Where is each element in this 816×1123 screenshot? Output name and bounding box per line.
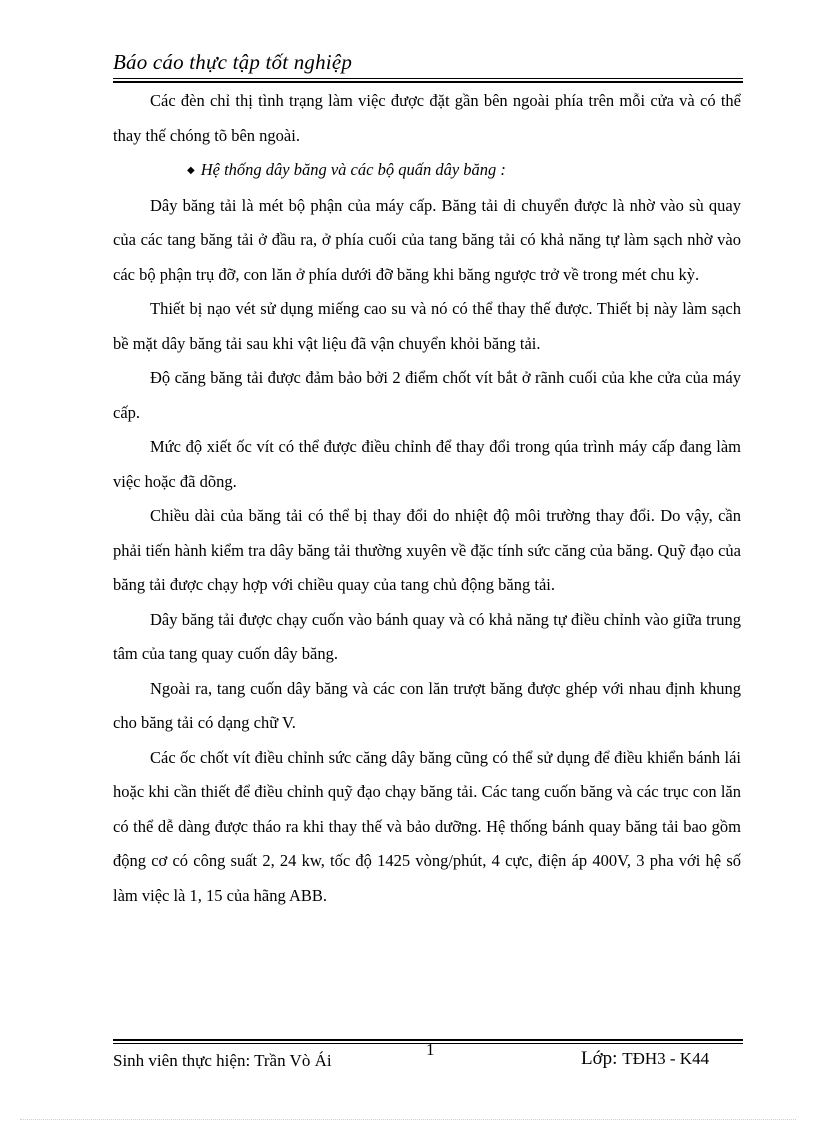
paragraph-belt-tension: Độ căng băng tải được đảm bảo bởi 2 điểm chốt vít bắt ở rãnh cuối của khe cửa của máy cấp. bbox=[113, 368, 741, 422]
paragraph-rollers: Ngoài ra, tang cuốn dây băng và các con lăn trượt băng được ghép với nhau định khung cho băng tải có dạng chữ V. bbox=[113, 678, 741, 732]
header-rule-top bbox=[113, 78, 743, 79]
page-number: 1 bbox=[426, 1040, 435, 1059]
paragraph-screw-tightening: Mức độ xiết ốc vít có thể được điều chỉnh để thay đổi trong qúa trình máy cấp đang làm việc hoặc đã dõng. bbox=[113, 437, 741, 491]
paragraph-adjustment: Các ốc chốt vít điều chỉnh sức căng dây băng cũng có thể sử dụng để điều khiển bánh lái hoặc khi cần thiết để điều chỉnh quỹ đạo chạy băng tải. Các tang cuốn băng và các trục con lăn có thể dễ dàng được tháo ra khi thay thế và bảo dưỡng. Hệ thống bánh quay băng tải bao gồm động cơ có công suất 2, 24 kw, tốc độ 1425 vòng/phút, 4 cực, điện áp 400V, 3 pha với hệ số làm việc là 1, 15 của hãng ABB. bbox=[113, 747, 741, 905]
diamond-bullet-icon: ◆ bbox=[187, 165, 195, 176]
footer-class-value: TĐH3 - K44 bbox=[622, 1049, 710, 1068]
section-heading-text: Hệ thống dây băng và các bộ quấn dây băng : bbox=[200, 160, 506, 179]
paragraph-indicator-lights: Các đèn chỉ thị tình trạng làm việc được đặt gần bên ngoài phía trên mỗi cửa và có thể thay thế chóng tõ bên ngoài. bbox=[113, 91, 741, 145]
footer-class bbox=[581, 1048, 709, 1070]
paragraph-scraper: Thiết bị nạo vét sử dụng miếng cao su và nó có thể thay thế được. Thiết bị này làm sạch bề mặt dây băng tải sau khi vật liệu đã vận chuyển khỏi băng tải. bbox=[113, 299, 741, 353]
page-bottom-dotted-line bbox=[20, 1119, 796, 1120]
document-body bbox=[113, 84, 741, 913]
header-rule-bottom bbox=[113, 81, 743, 83]
paragraph-belt-length: Chiều dài của băng tải có thể bị thay đổi do nhiệt độ môi trường thay đổi. Do vậy, cần phải tiến hành kiểm tra dây băng tải thường xuyên về đặc tính sức căng của băng. Quỹ đạo của băng tải được chạy hợp với chiều quay của tang chủ động băng tải. bbox=[113, 506, 741, 594]
footer-student: Sinh viên thực hiện: Trần Vò Ái bbox=[113, 1051, 332, 1070]
header-title: Báo cáo thực tập tốt nghiệp bbox=[113, 50, 353, 74]
section-heading bbox=[113, 153, 741, 189]
paragraph-belt-winding: Dây băng tải được chạy cuốn vào bánh quay và có khả năng tự điều chỉnh vào giữa trung tâm của tang quay cuốn dây băng. bbox=[113, 609, 741, 663]
paragraph-conveyor-belt: Dây băng tải là mét bộ phận của máy cấp. Băng tải di chuyển được là nhờ vào sù quay của các tang băng tải ở đầu ra, ở phía cuối của tang băng tải có khả năng tự làm sạch nhờ vào các bộ phận trụ đỡ, con lăn ở phía dưới đỡ băng khi băng ngược trở về trong mét chu kỳ. bbox=[113, 195, 741, 284]
footer-class-label: Lớp: bbox=[581, 1048, 618, 1069]
